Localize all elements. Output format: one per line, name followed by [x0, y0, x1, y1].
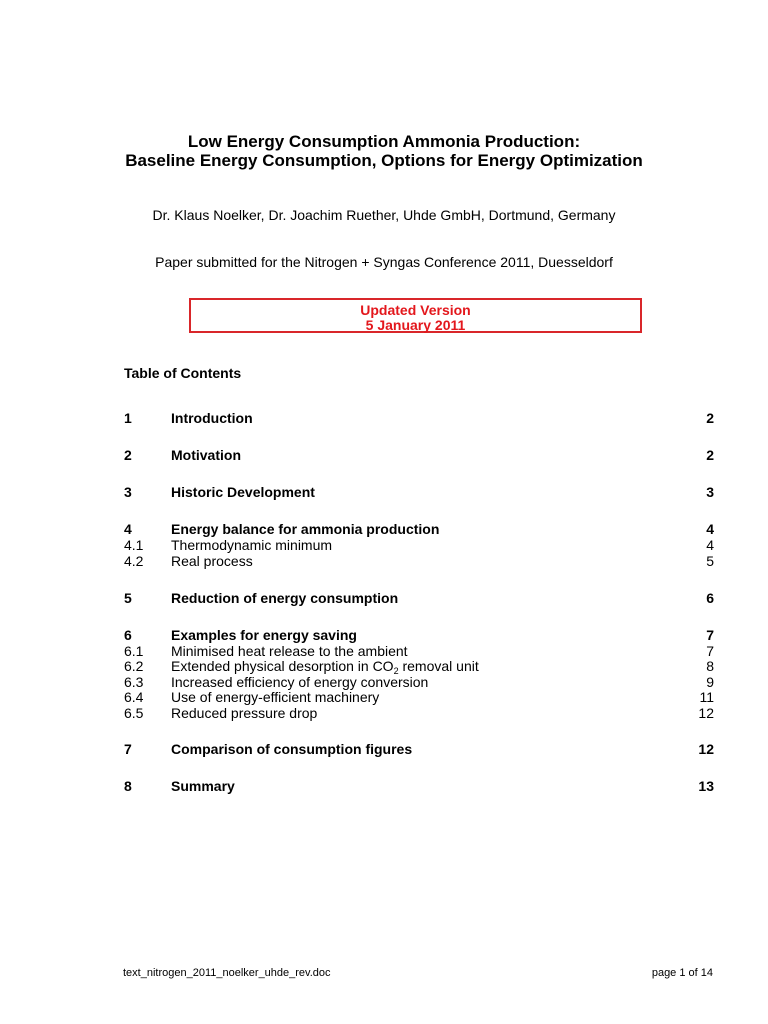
toc-entry-6 [124, 627, 714, 643]
toc-number: 6.3 [124, 674, 144, 690]
updated-version-date: 5 January 2011 [365, 317, 466, 333]
toc-title: Motivation [171, 447, 241, 463]
toc-number: 1 [124, 410, 132, 426]
toc-title: Thermodynamic minimum [171, 537, 333, 553]
toc-page: 7 [706, 627, 714, 643]
toc-number: 8 [124, 778, 132, 794]
footer-filename: text_nitrogen_2011_noelker_uhde_rev.doc [123, 967, 331, 979]
authors-line: Dr. Klaus Noelker, Dr. Joachim Ruether, Uhde GmbH, Dortmund, Germany [152, 207, 616, 223]
toc-number: 6.4 [124, 689, 144, 705]
toc-title: Energy balance for ammonia production [171, 521, 440, 537]
toc-page: 7 [706, 643, 714, 659]
toc-title: Reduction of energy consumption [171, 590, 399, 606]
toc-title-part: Extended physical desorption in CO [171, 658, 394, 674]
toc-number: 4.1 [124, 537, 144, 553]
toc-title: Examples for energy saving [171, 627, 357, 643]
toc-page: 6 [706, 590, 714, 606]
toc-page: 11 [699, 689, 714, 705]
toc-title: Increased efficiency of energy conversion [171, 674, 429, 690]
updated-version-label: Updated Version [360, 302, 471, 318]
toc-entry-6-3 [124, 674, 714, 690]
toc-number: 6.5 [124, 705, 144, 721]
toc-title: Real process [171, 553, 253, 569]
toc-entry-6-1 [124, 643, 714, 659]
toc-number: 3 [124, 484, 132, 500]
toc-entry-8 [124, 778, 714, 794]
toc-title: Reduced pressure drop [171, 705, 318, 721]
toc-page: 12 [698, 705, 714, 721]
toc-page: 9 [706, 674, 714, 690]
toc-entry-4-2 [124, 553, 714, 569]
toc-entry-4-1 [124, 537, 714, 553]
toc-entry-5 [124, 590, 714, 606]
toc-title: Minimised heat release to the ambient [171, 643, 408, 659]
toc-entry-3 [124, 484, 714, 500]
toc-title: Introduction [171, 410, 253, 426]
document-title-line-2: Baseline Energy Consumption, Options for Energy Optimization [125, 151, 643, 170]
toc-number: 6.1 [124, 643, 144, 659]
toc-number: 4 [124, 521, 132, 537]
toc-page: 3 [706, 484, 714, 500]
submission-line: Paper submitted for the Nitrogen + Syngas Conference 2011, Duesseldorf [155, 254, 613, 270]
toc-number: 6 [124, 627, 132, 643]
toc-entry-6-5 [124, 705, 714, 721]
toc-page: 5 [706, 553, 714, 569]
toc-entry-1 [124, 410, 714, 426]
toc-title: Comparison of consumption figures [171, 741, 413, 757]
toc-entry-2 [124, 447, 714, 463]
toc-number: 6.2 [124, 658, 144, 674]
toc-page: 2 [706, 447, 714, 463]
toc-title: Use of energy-efficient machinery [171, 689, 380, 705]
toc-number: 7 [124, 741, 132, 757]
toc-entry-7 [124, 741, 714, 757]
toc-page: 13 [698, 778, 714, 794]
toc-page: 8 [706, 658, 714, 674]
co2-subscript: 2 [393, 666, 399, 676]
updated-version-box [189, 298, 642, 333]
footer-page-number: page 1 of 14 [651, 967, 713, 979]
toc-number: 4.2 [124, 553, 144, 569]
toc-number: 5 [124, 590, 132, 606]
toc-page: 4 [706, 537, 714, 553]
toc-entry-6-2 [124, 658, 714, 674]
toc-title-part: removal unit [398, 658, 479, 674]
document-title-line-1: Low Energy Consumption Ammonia Production: [187, 132, 581, 151]
toc-page: 2 [706, 410, 714, 426]
toc-number: 2 [124, 447, 132, 463]
toc-title: Summary [171, 778, 235, 794]
toc-heading: Table of Contents [124, 365, 242, 381]
toc-entry-6-4 [124, 689, 714, 705]
toc-page: 4 [706, 521, 714, 537]
toc-entry-4 [124, 521, 714, 537]
toc-page: 12 [698, 741, 714, 757]
toc-title: Historic Development [171, 484, 315, 500]
